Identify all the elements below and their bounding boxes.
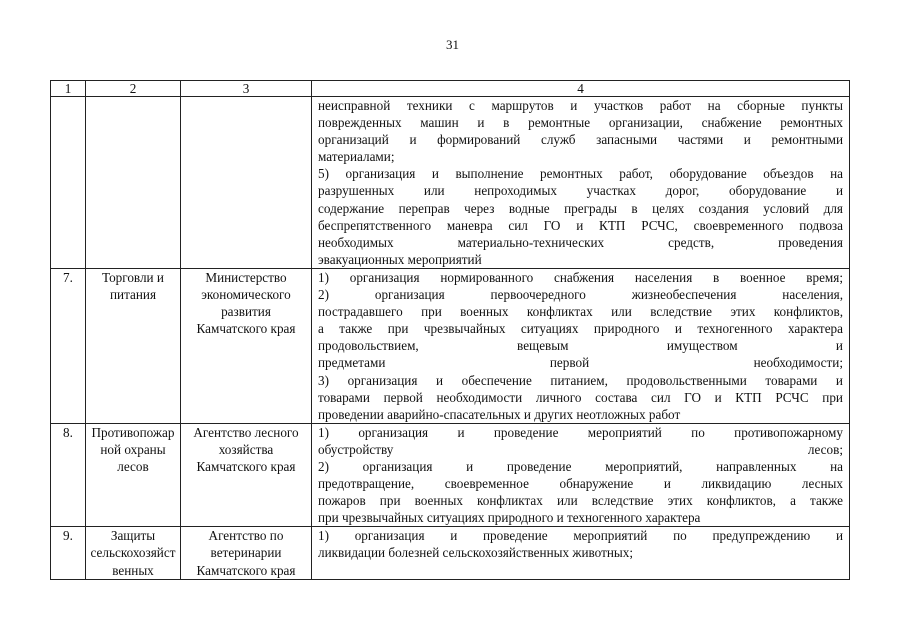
measures-text-line: а также при чрезвычайных ситуациях природного и техногенного характера <box>318 321 843 337</box>
measures-text-line: товарами первой необходимости личного состава сил ГО и КТП РСЧС при <box>318 389 843 405</box>
measures-text-line: поврежденных машин и в ремонтные организации, снабжение ремонтных <box>318 115 843 131</box>
table-row <box>51 97 850 269</box>
responsible-agency-line: Камчатского края <box>196 562 296 578</box>
measures-text-line: предотвращение, своевременное обнаружение и ликвидацию лесных <box>318 476 843 492</box>
responsible-agency-line: Камчатского края <box>196 321 296 337</box>
measures-text-line: 3) организация и обеспечение питанием, продовольственными товарами и <box>318 372 843 388</box>
measures-text <box>312 423 850 527</box>
measures-text-line: пострадавшего при военных конфликтах или вследствие этих конфликтов, <box>318 304 843 320</box>
responsible-agency-line: ветеринарии <box>210 545 282 561</box>
responsible-agency-line: развития <box>221 304 271 320</box>
measures-text-line: 2) организация и проведение мероприятий, направленных на <box>318 458 843 474</box>
header-col-3: 3 <box>181 81 312 97</box>
responsible-agency-line: Министерство <box>205 269 287 285</box>
row-number <box>51 97 86 269</box>
measures-text-line: неисправной техники с маршрутов и участков работ на сборные пункты <box>318 98 843 113</box>
responsible-agency <box>181 268 312 423</box>
responsible-agency-line: хозяйства <box>218 441 274 457</box>
header-col-2: 2 <box>86 81 181 97</box>
measures-text <box>312 97 850 269</box>
service-name-line: Защиты <box>110 528 156 544</box>
responsible-agency-line: экономического <box>201 287 291 303</box>
measures-text <box>312 268 850 423</box>
measures-text-line: предметами первой необходимости; <box>318 355 843 371</box>
responsible-agency <box>181 97 312 269</box>
header-col-4: 4 <box>312 81 850 97</box>
measures-text-line: 1) организация нормированного снабжения населения в военное время; <box>318 269 843 285</box>
measures-text-line: содержание переправ через водные преграды в целях создания условий для <box>318 200 843 216</box>
measures-text-line: разрушенных или непроходимых участках дорог, оборудование и <box>318 183 843 199</box>
measures-text-line: 1) организация и проведение мероприятий по предупреждению и <box>318 528 843 544</box>
measures-text-line: обустройству лесов; <box>318 441 843 457</box>
service-name <box>86 97 181 269</box>
table-row <box>51 423 850 527</box>
measures-text-line: продовольствием, вещевым имуществом и <box>318 338 843 354</box>
measures-text <box>312 527 850 579</box>
measures-text-line: при чрезвычайных ситуациях природного и техногенного характера <box>318 510 701 526</box>
table-row <box>51 527 850 579</box>
measures-text-line: проведении аварийно-спасательных и других неотложных работ <box>318 406 681 422</box>
responsible-agency <box>181 527 312 579</box>
row-number: 7. <box>51 268 86 423</box>
row-number: 8. <box>51 423 86 527</box>
measures-text-line: материалами; <box>318 149 395 165</box>
measures-text-line: 2) организация первоочередного жизнеобеспечения населения, <box>318 287 843 303</box>
measures-text-line: 5) организация и выполнение ремонтных работ, оборудование объездов на <box>318 166 843 182</box>
table-row <box>51 268 850 423</box>
measures-text-line: организаций и формирований служб запасными частями и ремонтными <box>318 132 843 148</box>
service-name-line: Противопожар <box>91 424 175 440</box>
service-name <box>86 527 181 579</box>
measures-text-line: беспрепятственного маневра сил ГО и КТП РСЧС, своевременного подвоза <box>318 217 843 233</box>
header-col-1: 1 <box>51 81 86 97</box>
measures-text-line: эвакуационных мероприятий <box>318 251 482 267</box>
row-number: 9. <box>51 527 86 579</box>
responsible-agency-line: Камчатского края <box>196 458 296 474</box>
service-name <box>86 423 181 527</box>
service-name-line: венных <box>112 562 154 578</box>
service-name-line: Торговли и <box>102 269 164 285</box>
responsible-agency-line: Агентство лесного <box>193 424 299 440</box>
measures-text-line: необходимых материально-технических средств, проведения <box>318 234 843 250</box>
responsible-agency-line: Агентство по <box>208 528 284 544</box>
service-name-line: питания <box>109 287 157 303</box>
services-table <box>50 80 850 580</box>
service-name-line: сельскохозяйст <box>90 545 176 561</box>
table-header-row <box>51 81 850 97</box>
service-name-line: ной охраны <box>100 441 166 457</box>
page-number: 31 <box>446 37 459 52</box>
measures-text-line: 1) организация и проведение мероприятий по противопожарному <box>318 424 843 440</box>
responsible-agency <box>181 423 312 527</box>
service-name <box>86 268 181 423</box>
service-name-line: лесов <box>117 458 149 474</box>
measures-text-line: пожаров при военных конфликтах или вследствие этих конфликтов, а также <box>318 493 843 509</box>
measures-text-line: ликвидации болезней сельскохозяйственных животных; <box>318 545 634 561</box>
